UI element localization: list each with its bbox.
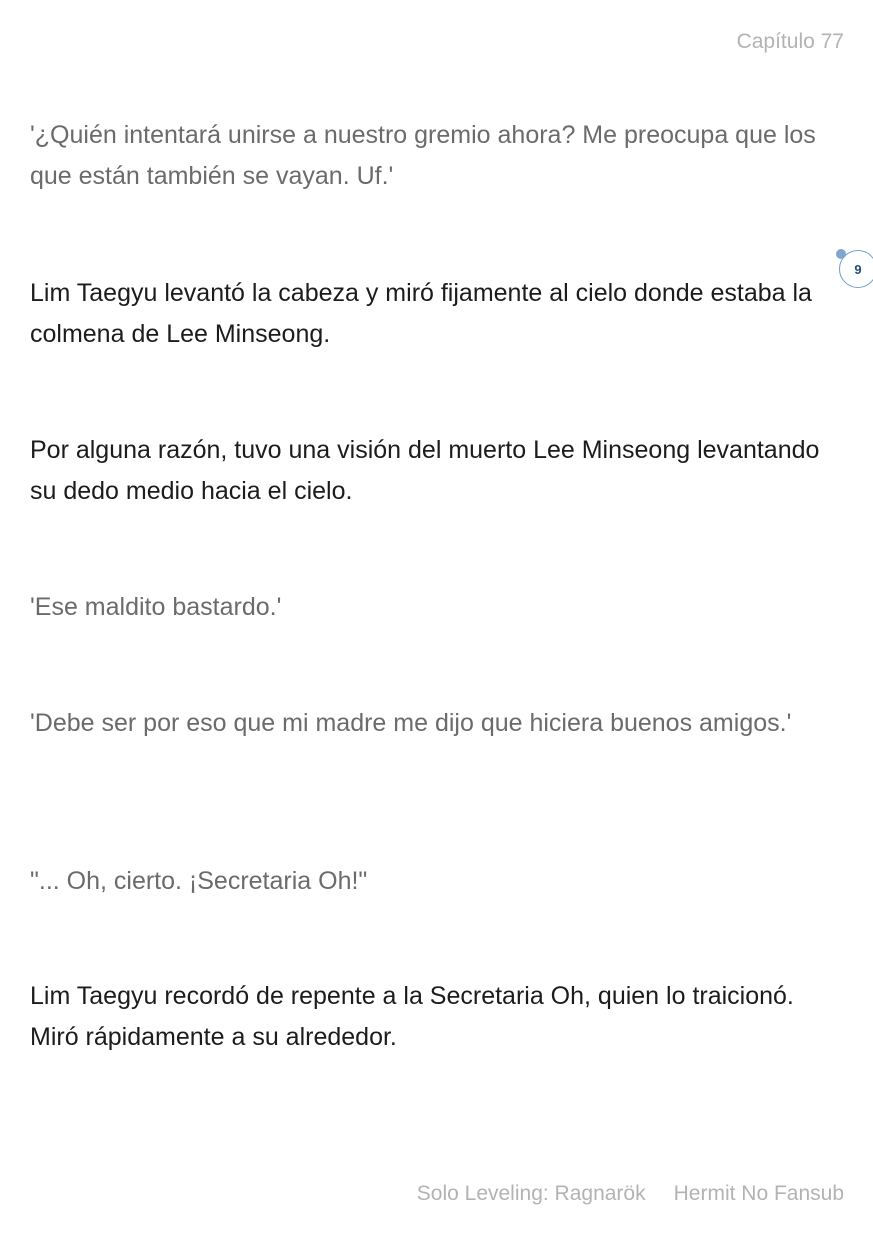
paragraph-narration: Lim Taegyu levantó la cabeza y miró fijamente al cielo donde estaba la colmena de Lee Minseong. xyxy=(30,279,812,348)
footer xyxy=(417,1182,844,1206)
page-number-badge[interactable] xyxy=(839,250,873,288)
book-title: Solo Leveling: Ragnarök xyxy=(416,1182,646,1205)
paragraph-dialogue: "... Oh, cierto. ¡Secretaria Oh!" xyxy=(30,867,368,895)
paragraph-narration: Lim Taegyu recordó de repente a la Secretaria Oh, quien lo traicionó. Miró rápidamente a su alrededor. xyxy=(30,982,794,1051)
chapter-label: Capítulo 77 xyxy=(736,30,844,53)
paragraph-narration: Por alguna razón, tuvo una visión del muerto Lee Minseong levantando su dedo medio hacia el cielo. xyxy=(30,436,820,505)
translator-credit: Hermit No Fansub xyxy=(673,1182,844,1205)
paragraph-thought: 'Debe ser por eso que mi madre me dijo que hiciera buenos amigos.' xyxy=(30,709,792,737)
paragraph-thought: '¿Quién intentará unirse a nuestro gremio ahora? Me preocupa que los que están también se vayan. Uf.' xyxy=(30,121,816,190)
paragraph-thought: 'Ese maldito bastardo.' xyxy=(30,593,282,621)
page-number: 9 xyxy=(854,261,862,277)
badge-dot-icon xyxy=(836,249,846,259)
